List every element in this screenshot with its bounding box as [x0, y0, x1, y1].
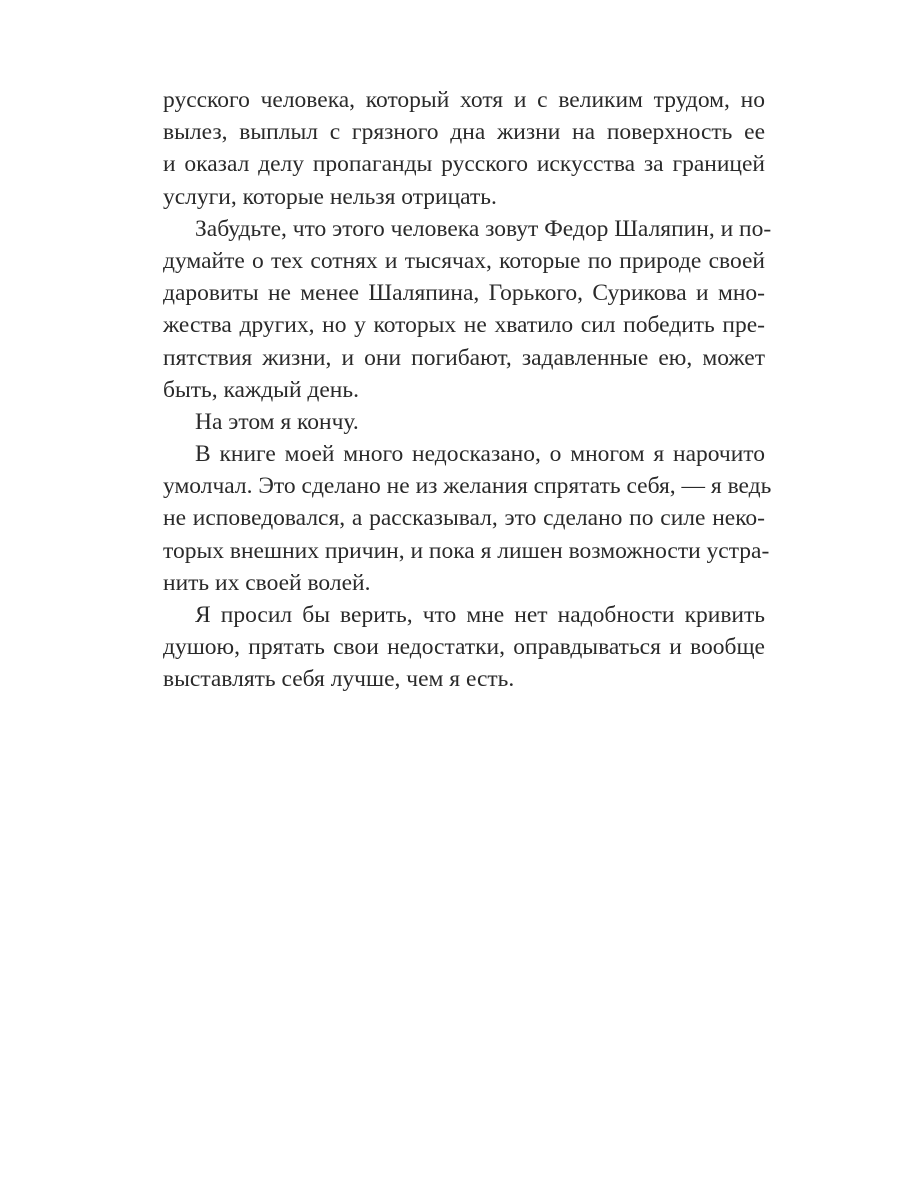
text-line: На этом я кончу. — [195, 408, 359, 435]
text-line: Забудьте, что этого человека зовут Федор Шаляпин, и по- — [195, 215, 772, 242]
text-line: быть, каждый день. — [163, 376, 359, 403]
text-line: душою, прятать свои недостатки, оправдываться и вообще — [163, 634, 765, 661]
text-line: выставлять себя лучше, чем я есть. — [163, 666, 515, 693]
text-line: думайте о тех сотнях и тысячах, которые по природе своей — [163, 247, 765, 274]
text-line: В книге моей много недосказано, о многом я нарочито — [195, 441, 765, 468]
text-line: жества других, но у которых не хватило сил победить пре- — [163, 312, 765, 339]
text-line: умолчал. Это сделано не из желания спрятать себя, — я ведь — [163, 473, 772, 500]
text-line: русского человека, который хотя и с великим трудом, но — [163, 87, 765, 113]
text-line: нить их своей волей. — [163, 569, 371, 596]
text-line: даровиты не менее Шаляпина, Горького, Сурикова и мно- — [163, 280, 765, 307]
text-line: не исповедовался, а рассказывал, это сделано по силе неко- — [163, 505, 765, 532]
text-line: вылез, выплыл с грязного дна жизни на поверхность ее — [163, 119, 765, 146]
text-line: пятствия жизни, и они погибают, задавленные ею, может — [163, 344, 765, 371]
text-line: и оказал делу пропаганды русского искусства за границей — [163, 151, 765, 178]
body-text — [163, 84, 772, 696]
text-line: Я просил бы верить, что мне нет надобности кривить — [195, 602, 765, 628]
text-line: торых внешних причин, и пока я лишен возможности устра- — [163, 537, 770, 564]
text-line: услуги, которые нельзя отрицать. — [163, 183, 497, 210]
